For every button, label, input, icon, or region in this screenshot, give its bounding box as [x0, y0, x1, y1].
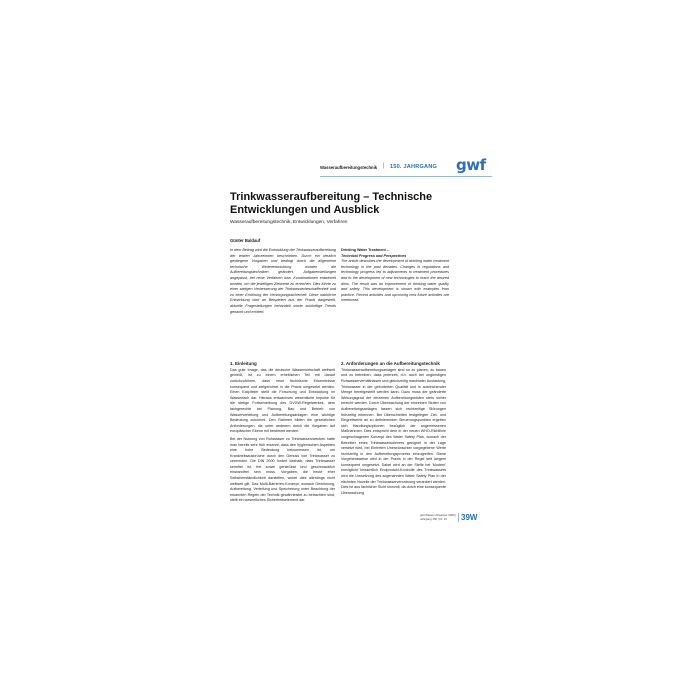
- footer-citation: gwf-Wasser Abwasser 2009 | Jahrgang 150 | Nr. 13: [420, 513, 457, 521]
- journal-page: [220, 150, 492, 570]
- page-header: [320, 158, 492, 176]
- gwf-logo: gwf: [456, 156, 486, 174]
- body-column-left: [230, 361, 335, 506]
- abstract-english-subtitle: Technical Progress and Perspectives: [341, 253, 407, 258]
- journal-section-label: Wasseraufbereitungstechnik: [320, 165, 378, 170]
- header-separator: |: [383, 163, 385, 169]
- section-heading-requirements: 2. Anforderungen an die Aufbereitungstechnik: [341, 361, 440, 366]
- article-keywords: Wasseraufbereitungstechnik, Entwicklungen, Verfahren: [230, 220, 348, 225]
- section-heading-introduction: 1. Einleitung: [230, 361, 257, 366]
- body-paragraph: Das gute Image, das die deutsche Wasserwirtschaft weltweit genießt, ist zu einem erheblichen Teil mit darauf zurückzuführen, dass neue technische Erkenntnisse konsequent und zielgerichtet in die Praxis umgesetzt werden. Einen Eckpfeiler stellt die Forschung und Entwicklung im Wasserfach dar. Hieraus entwachsen wesentliche Impulse für die stetige Fortschreibung des DVGW-Regelwerkes, dem fachgerechte bei Planung, Bau und Betrieb von Wasserverteilung und Aufbereitungsanlagen eine wichtige Bedeutung zukommt. Den Rahmen bilden die gesetzlichen Anforderungen, die unter anderem durch die Vorgaben auf europäischer Ebene mit bestimmt werden.: [230, 367, 335, 434]
- header-rule: [320, 176, 492, 177]
- abstract-english: [341, 248, 449, 304]
- body-paragraph: Trinkwasseraufbereitungsanlagen sind so zu planen, zu bauen und zu betreiben, dass jederzeit, d.h. auch bei ungünstigen Rohwasserverhältnissen und gleichzeitig maximaler Auslastung, Trinkwasser in der geforderten Qualität und in ausreichender Menge bereitgestellt werden kann. Dazu muss der geänderte Wirkungsgrad der einzelnen Aufbereitungsstufen stets sicher erreicht werden. Durch Überwachung der einzelnen Stufen von Aufbereitungsanlagen lassen sich rechtzeitige Störungen frühzeitig erkennen. Bei Überschreiten festgelegter Ziel- und Eingreifwerte an zu definierenden Steuerungspunkten ergeben sich Handlungsoptionen bezüglich der angemessenen Maßnahmen. Dies entspricht dem in der neuen WHO-Richtlinie vorgeschlagenen Konzept des Water Safety Plan, wonach der Betreiber eines Trinkwassersdieners geeignet in der Lage versetzt wird, bei Eintreten Unerwünschter vorgegebene Werte rechtzeitig in den Aufbereitungsprozess einzugreifen. Diese Vorgehensweise wird in der Praxis in der Regel seit langem konsequent umgesetzt. Dabei wird an der Stelle bei 'Modern' ermöglicht hinsichtlich Endprodukt-Kontrolle des Trinkwassers wird die Umsetzung des sogenannten Water Safety Plan in der nächsten Novelle der Trinkwasserverordnung verankert werden. Dies ist aus fachlicher Sicht sinnvoll, da durch eine konsequente Überwachung: [341, 367, 446, 495]
- volume-label: 150. JAHRGANG: [390, 164, 438, 170]
- article-title: Trinkwasseraufbereitung – Technische Entwicklungen und Ausblick: [230, 191, 433, 216]
- body-paragraph: Bei der Nutzung von Rohwasser zu Trinkwasserzwecken hatte man bereits sehr früh erkannt, dass den hygienischen Aspekten eine hohe Bedeutung beizumessen ist, um Krankheitsausbrüche durch den Genuss von Trinkwasser zu vermeiden. Die DIN 2000 fordert deshalb, dass Trinkwasser keimfrei ist, frei sowie genießbar und geschmacklich einwandfrei sein muss. Vorgaben, die heute eher Selbstverständlichkeit darstellen, wobei dies allerdings nicht weltweit gilt. Das Multi-Barrieren-Konzept, wonach Gewinnung, Aufbereitung, Verteilung und Speicherung unter Beachtung der erkannten Regeln der Technik gewährleistet zu betrachten sind, stellt ein wesentliches Sicherheitselement dar.: [230, 436, 335, 503]
- abstract-german: In dem Beitrag wird die Entwicklung der Trinkwasseraufbereitung der letzten Jahrzehnten beschrieben. Durch ein deutlich gestiegene Vorgaben und bedingt durch die allgemeine technische Weiterentwicklung wurden die Aufbereitungstechniken geändert. Aufgabenstellungen angepasst, bei neue Verfahren bzw. Kombinationen entwickelt worden, um die jeweiligen Zielwerte zu erreichen. Dies führte zu einer stetigen Verbesserung der Trinkwasserbeschaffenheit und zu einer Erhöhung der Versorgungssicherheit. Diese natürliche Entwicklung wird an Beispielen aus der Praxis dargestellt, aktuelle Fragestellungen behandelt sowie zukünftige Trends genannt und erörtert.: [230, 248, 336, 314]
- page-number: 39W: [458, 513, 477, 522]
- body-column-right: [341, 361, 446, 498]
- abstract-english-body: The article describes the development of drinking water treatment technology in the past decades. Changes in regulations and technology progress led to adjustments to treatment procedures and to the development of new technologies to reach the desired aims. The result was an improvement of drinking water quality and safety. This development is shown with examples from practice. Recent activities and upcoming new future activities are mentioned.: [341, 259, 449, 303]
- abstract-english-title: Drinking Water Treatment –: [341, 248, 389, 252]
- article-author: Günter Baldauf: [230, 238, 261, 243]
